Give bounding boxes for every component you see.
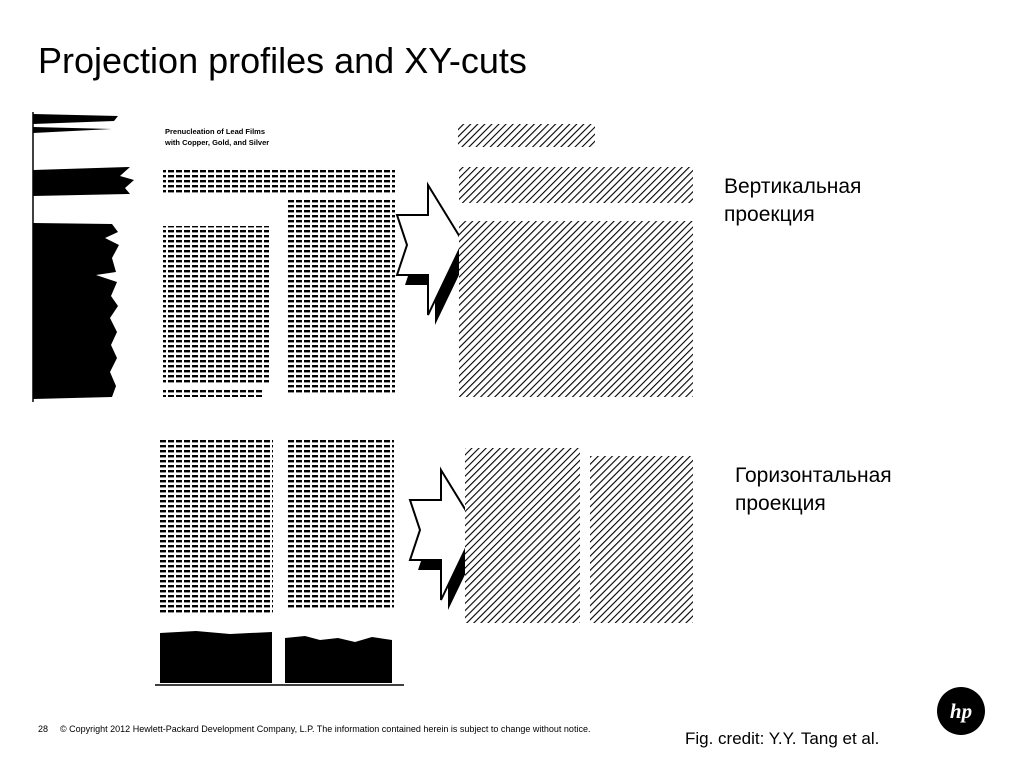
xy-cut-blocks-bottom: [465, 448, 693, 623]
vertical-projection-label: Вертикальная проекция: [724, 175, 862, 226]
document-page-bottom: [160, 438, 394, 613]
figure-credit: Fig. credit: Y.Y. Tang et al.: [685, 729, 880, 748]
vertical-projection-profile: [33, 112, 134, 402]
document-heading-line2: with Copper, Gold, and Silver: [165, 138, 270, 147]
copyright-notice: © Copyright 2012 Hewlett-Packard Development Company, L.P. The information contained herein is subject to change without notice.: [60, 724, 591, 734]
slide-title: Projection profiles and XY-cuts: [38, 40, 527, 81]
hp-logo-icon: [937, 687, 985, 735]
footer: [38, 723, 590, 735]
horizontal-projection-profile: [155, 631, 404, 685]
xy-cut-blocks-top: [458, 124, 693, 397]
page-number: 28: [38, 724, 49, 734]
horizontal-projection-label: Горизонтальная проекция: [735, 464, 892, 515]
document-heading-line1: Prenucleation of Lead Films: [165, 127, 266, 136]
svg-text:hp: hp: [949, 699, 973, 723]
document-page-top: [163, 127, 395, 397]
